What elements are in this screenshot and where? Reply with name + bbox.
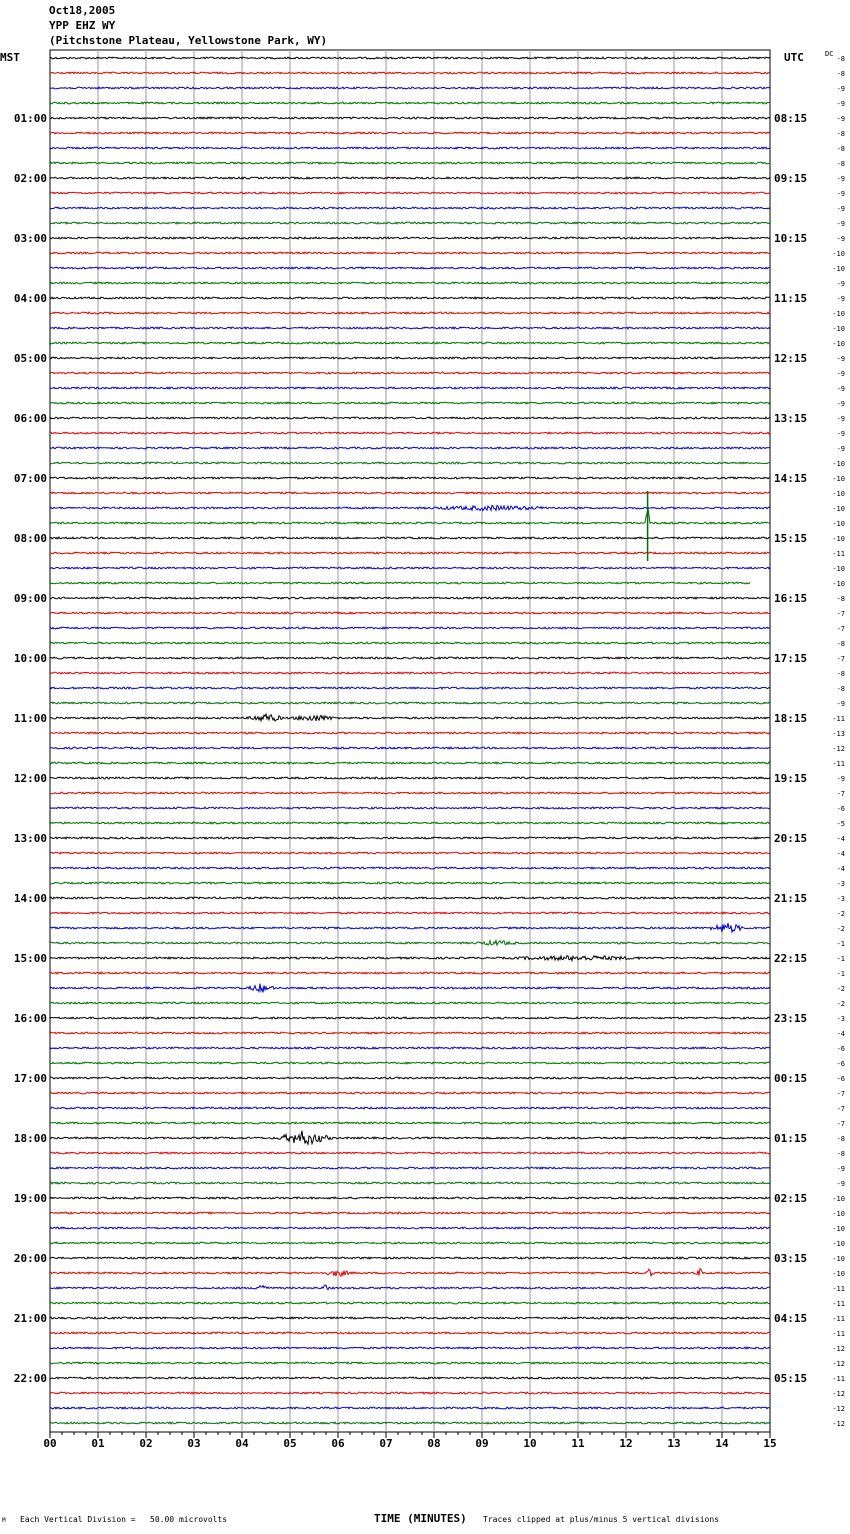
- dc-offset-label: -10: [832, 490, 845, 498]
- seismogram-trace: [50, 956, 770, 961]
- dc-offset-label: -1: [836, 940, 845, 948]
- utc-hour-label: 20:15: [774, 832, 808, 845]
- seismogram-trace: [50, 492, 770, 494]
- seismogram-trace: [50, 1212, 770, 1214]
- utc-hour-label: 10:15: [774, 232, 808, 245]
- seismogram-trace: [50, 792, 770, 794]
- dc-offset-label: -13: [832, 730, 845, 738]
- dc-offset-label: -8: [836, 160, 845, 168]
- seismogram-trace: [50, 162, 770, 164]
- dc-offset-label: -12: [832, 1360, 845, 1368]
- mst-hour-label: 04:00: [13, 292, 47, 305]
- x-tick-label: 00: [43, 1437, 57, 1450]
- seismogram-trace: [50, 342, 770, 344]
- dc-offset-label: -11: [832, 1300, 845, 1308]
- dc-offset-label: -8: [836, 70, 845, 78]
- seismogram-trace: [50, 912, 770, 914]
- mst-hour-label: 21:00: [13, 1312, 47, 1325]
- clip-note: Traces clipped at plus/minus 5 vertical divisions: [483, 1515, 720, 1524]
- dc-offset-label: -9: [836, 190, 845, 198]
- seismogram-trace: [50, 777, 770, 779]
- utc-hour-label: 04:15: [774, 1312, 808, 1325]
- dc-offset-label: -7: [836, 655, 845, 663]
- dc-offset-label: -10: [832, 505, 845, 513]
- seismogram-trace: [50, 1242, 770, 1244]
- seismogram-trace: [50, 282, 770, 284]
- dc-offset-label: -9: [836, 415, 845, 423]
- seismogram-trace: [50, 1347, 770, 1349]
- chart-grid: [50, 50, 770, 1438]
- x-tick-label: 13: [667, 1437, 681, 1450]
- mst-hour-label: 03:00: [13, 232, 47, 245]
- mst-hour-label: 07:00: [13, 472, 47, 485]
- dc-offset-label: -8: [836, 1150, 845, 1158]
- mst-hour-label: 01:00: [13, 112, 47, 125]
- dc-offset-label: -1: [836, 970, 845, 978]
- seismogram-trace: [50, 597, 770, 599]
- dc-offset-label: -11: [832, 1285, 845, 1293]
- seismogram-trace: [50, 1131, 770, 1145]
- chart-labels: [0, 50, 845, 1450]
- seismogram-trace: [50, 1302, 770, 1304]
- utc-hour-label: 15:15: [774, 532, 808, 545]
- dc-offset-label: -10: [832, 460, 845, 468]
- seismogram-trace: [50, 192, 770, 194]
- seismogram-trace: [50, 702, 770, 704]
- seismogram-trace: [50, 447, 770, 449]
- seismogram-trace: [50, 1422, 770, 1424]
- dc-offset-label: -2: [836, 985, 845, 993]
- seismogram-trace: [50, 387, 770, 389]
- seismogram-trace: [50, 1392, 770, 1394]
- x-tick-label: 12: [619, 1437, 633, 1450]
- seismogram-trace: [50, 132, 770, 134]
- dc-offset-label: -5: [836, 820, 845, 828]
- seismogram-trace: [50, 627, 770, 629]
- dc-offset-label: -12: [832, 1405, 845, 1413]
- dc-offset-label: -10: [832, 310, 845, 318]
- dc-offset-label: -11: [832, 760, 845, 768]
- dc-offset-label: -12: [832, 745, 845, 753]
- mst-hour-label: 13:00: [13, 832, 47, 845]
- dc-offset-label: -10: [832, 1225, 845, 1233]
- x-tick-label: 01: [91, 1437, 105, 1450]
- seismogram-trace: [50, 507, 770, 524]
- seismogram-trace: [50, 87, 770, 89]
- seismogram-traces: [50, 57, 770, 1424]
- dc-offset-label: -10: [832, 1270, 845, 1278]
- dc-offset-label: -11: [832, 1375, 845, 1383]
- dc-offset-label: -7: [836, 625, 845, 633]
- mst-hour-label: 06:00: [13, 412, 47, 425]
- seismogram-trace: [50, 1227, 770, 1229]
- seismogram-trace: [50, 1107, 770, 1109]
- utc-hour-label: 01:15: [774, 1132, 808, 1145]
- mst-hour-label: 17:00: [13, 1072, 47, 1085]
- dc-offset-label: -9: [836, 175, 845, 183]
- dc-offset-label: -10: [832, 1240, 845, 1248]
- dc-offset-label: -8: [836, 595, 845, 603]
- utc-hour-label: 14:15: [774, 472, 808, 485]
- seismogram-trace: [50, 657, 770, 659]
- x-tick-label: 04: [235, 1437, 249, 1450]
- mst-hour-label: 12:00: [13, 772, 47, 785]
- seismogram-trace: [50, 1047, 770, 1049]
- seismogram-trace: [50, 837, 770, 839]
- dc-offset-label: -9: [836, 445, 845, 453]
- dc-offset-label: -9: [836, 115, 845, 123]
- utc-hour-label: 11:15: [774, 292, 808, 305]
- seismogram-trace: [50, 1317, 770, 1319]
- mst-axis-label: MST: [0, 51, 20, 64]
- x-tick-label: 05: [283, 1437, 297, 1450]
- dc-offset-label: -9: [836, 205, 845, 213]
- mst-hour-label: 22:00: [13, 1372, 47, 1385]
- mst-hour-label: 14:00: [13, 892, 47, 905]
- dc-offset-label: -10: [832, 535, 845, 543]
- dc-offset-label: -7: [836, 1120, 845, 1128]
- dc-offset-label: -10: [832, 1210, 845, 1218]
- seismogram-trace: [50, 1257, 770, 1259]
- dc-offset-label: -9: [836, 1165, 845, 1173]
- mst-hour-label: 11:00: [13, 712, 47, 725]
- x-tick-label: 09: [475, 1437, 489, 1450]
- seismogram-trace: [50, 327, 770, 329]
- dc-offset-label: -4: [836, 835, 845, 843]
- dc-offset-label: -10: [832, 250, 845, 258]
- dc-offset-label: -2: [836, 925, 845, 933]
- dc-offset-label: -6: [836, 1045, 845, 1053]
- dc-offset-label: -9: [836, 355, 845, 363]
- utc-hour-label: 00:15: [774, 1072, 808, 1085]
- mst-hour-label: 08:00: [13, 532, 47, 545]
- seismogram-trace: [50, 117, 770, 119]
- utc-hour-label: 19:15: [774, 772, 808, 785]
- dc-offset-label: -8: [836, 145, 845, 153]
- dc-offset-label: -4: [836, 865, 845, 873]
- dc-offset-label: -9: [836, 700, 845, 708]
- dc-offset-label: -10: [832, 265, 845, 273]
- x-tick-label: 06: [331, 1437, 345, 1450]
- dc-offset-label: -7: [836, 790, 845, 798]
- seismogram-trace: [50, 732, 770, 734]
- dc-offset-label: -8: [836, 640, 845, 648]
- dc-offset-label: -1: [836, 955, 845, 963]
- mst-hour-label: 10:00: [13, 652, 47, 665]
- dc-offset-label: -4: [836, 850, 845, 858]
- seismogram-trace: [50, 222, 770, 224]
- utc-hour-label: 22:15: [774, 952, 808, 965]
- seismogram-trace: [50, 267, 770, 269]
- seismogram-trace: [50, 207, 770, 209]
- seismogram-trace: [50, 462, 770, 464]
- seismogram-trace: [50, 402, 770, 404]
- seismogram-trace: [50, 357, 770, 359]
- dc-offset-label: -12: [832, 1390, 845, 1398]
- x-tick-label: 10: [523, 1437, 537, 1450]
- utc-hour-label: 13:15: [774, 412, 808, 425]
- seismogram-trace: [50, 297, 770, 299]
- seismogram-trace: [50, 822, 770, 824]
- dc-offset-label: -9: [836, 385, 845, 393]
- seismogram-trace: [50, 807, 770, 809]
- dc-offset-label: -9: [836, 235, 845, 243]
- seismogram-trace: [50, 582, 750, 584]
- seismogram-trace: [50, 984, 770, 993]
- dc-offset-label: -7: [836, 1105, 845, 1113]
- dc-offset-label: -4: [836, 1030, 845, 1038]
- x-tick-label: 08: [427, 1437, 441, 1450]
- dc-axis-label: DC: [825, 50, 834, 58]
- seismogram-trace: [50, 642, 770, 644]
- dc-offset-label: -8: [836, 685, 845, 693]
- utc-hour-label: 12:15: [774, 352, 808, 365]
- dc-offset-label: -10: [832, 1255, 845, 1263]
- dc-offset-label: -3: [836, 1015, 845, 1023]
- mst-hour-label: 09:00: [13, 592, 47, 605]
- dc-offset-label: -11: [832, 1330, 845, 1338]
- utc-hour-label: 05:15: [774, 1372, 808, 1385]
- utc-hour-label: 09:15: [774, 172, 808, 185]
- utc-hour-label: 16:15: [774, 592, 808, 605]
- seismogram-trace: [50, 57, 770, 59]
- seismogram-trace: [50, 852, 770, 854]
- seismogram-trace: [50, 612, 770, 614]
- seismogram-trace: [50, 417, 770, 419]
- seismogram-trace: [50, 1362, 770, 1364]
- seismogram-trace: [50, 312, 770, 314]
- seismogram-trace: [50, 1032, 770, 1034]
- mst-hour-label: 05:00: [13, 352, 47, 365]
- seismogram-trace: [50, 941, 770, 946]
- dc-offset-label: -9: [836, 100, 845, 108]
- seismogram-trace: [50, 237, 770, 239]
- seismogram-trace: [50, 1167, 770, 1169]
- dc-offset-label: -2: [836, 910, 845, 918]
- dc-offset-label: -3: [836, 895, 845, 903]
- dc-offset-label: -6: [836, 1060, 845, 1068]
- dc-offset-label: -10: [832, 580, 845, 588]
- utc-axis-label: UTC: [784, 51, 804, 64]
- seismogram-trace: [50, 672, 770, 674]
- seismogram-trace: [50, 687, 770, 689]
- seismogram-trace: [50, 1122, 770, 1124]
- plot-date: Oct18,2005: [49, 4, 116, 17]
- seismogram-trace: [50, 1332, 770, 1334]
- seismogram-trace: [50, 897, 770, 899]
- dc-offset-label: -11: [832, 550, 845, 558]
- dc-offset-label: -8: [836, 1135, 845, 1143]
- dc-offset-label: -9: [836, 85, 845, 93]
- seismogram-trace: [50, 252, 770, 254]
- dc-offset-label: -10: [832, 565, 845, 573]
- vertical-division-note: Each Vertical Division = 50.00 microvolts: [20, 1515, 228, 1524]
- x-tick-label: 15: [763, 1437, 777, 1450]
- seismogram-trace: [50, 372, 770, 374]
- seismogram-trace: [50, 505, 770, 510]
- mst-hour-label: 16:00: [13, 1012, 47, 1025]
- x-tick-label: 14: [715, 1437, 729, 1450]
- x-tick-label: 11: [571, 1437, 585, 1450]
- dc-offset-label: -8: [836, 55, 845, 63]
- dc-offset-label: -11: [832, 1315, 845, 1323]
- seismogram-trace: [50, 1182, 770, 1184]
- dc-offset-label: -9: [836, 430, 845, 438]
- seismogram-trace: [50, 923, 770, 932]
- seismogram-trace: [50, 1062, 770, 1064]
- dc-offset-label: -9: [836, 400, 845, 408]
- seismogram-trace: [50, 1269, 770, 1277]
- dc-offset-label: -10: [832, 520, 845, 528]
- seismogram-trace: [50, 1152, 770, 1154]
- seismogram-trace: [50, 477, 770, 479]
- dc-offset-label: -10: [832, 1195, 845, 1203]
- utc-hour-label: 21:15: [774, 892, 808, 905]
- seismogram-trace: [50, 882, 770, 884]
- dc-offset-label: -9: [836, 370, 845, 378]
- dc-offset-label: -2: [836, 1000, 845, 1008]
- x-tick-label: 02: [139, 1437, 153, 1450]
- seismogram-trace: [50, 747, 770, 749]
- utc-hour-label: 23:15: [774, 1012, 808, 1025]
- station-location: (Pitchstone Plateau, Yellowstone Park, WY): [49, 34, 328, 47]
- seismogram-trace: [50, 1017, 770, 1019]
- seismogram-trace: [50, 762, 770, 764]
- seismogram-trace: [50, 567, 770, 569]
- utc-hour-label: 03:15: [774, 1252, 808, 1265]
- dc-offset-label: -12: [832, 1420, 845, 1428]
- seismogram-trace: [50, 1092, 770, 1094]
- utc-hour-label: 08:15: [774, 112, 808, 125]
- seismogram-trace: [50, 1285, 770, 1290]
- dc-offset-label: -8: [836, 670, 845, 678]
- dc-offset-label: -6: [836, 805, 845, 813]
- mst-hour-label: 02:00: [13, 172, 47, 185]
- seismogram-trace: [50, 552, 770, 554]
- dc-offset-label: -7: [836, 610, 845, 618]
- dc-offset-label: -10: [832, 475, 845, 483]
- seismogram-trace: [50, 867, 770, 869]
- dc-offset-label: -11: [832, 715, 845, 723]
- dc-offset-label: -12: [832, 1345, 845, 1353]
- mst-hour-label: 19:00: [13, 1192, 47, 1205]
- seismogram-trace: [50, 972, 770, 974]
- dc-offset-label: -9: [836, 775, 845, 783]
- mst-hour-label: 15:00: [13, 952, 47, 965]
- seismogram-trace: [50, 1377, 770, 1379]
- x-tick-label: 07: [379, 1437, 393, 1450]
- x-tick-label: 03: [187, 1437, 201, 1450]
- seismogram-trace: [50, 72, 770, 74]
- seismogram-trace: [50, 147, 770, 149]
- utc-hour-label: 02:15: [774, 1192, 808, 1205]
- dc-offset-label: -9: [836, 1180, 845, 1188]
- seismogram-trace: [50, 1407, 770, 1409]
- mst-hour-label: 20:00: [13, 1252, 47, 1265]
- dc-offset-label: -10: [832, 325, 845, 333]
- utc-hour-label: 17:15: [774, 652, 808, 665]
- station-code: YPP EHZ WY: [49, 19, 116, 32]
- seismogram-trace: [50, 1077, 770, 1079]
- seismogram-trace: [50, 432, 770, 434]
- dc-offset-label: -6: [836, 1075, 845, 1083]
- dc-offset-label: -3: [836, 880, 845, 888]
- seismogram-trace: [50, 537, 770, 539]
- plot-frame: [50, 50, 770, 1432]
- utc-hour-label: 18:15: [774, 712, 808, 725]
- seismogram-trace: [50, 1197, 770, 1199]
- dc-offset-label: -7: [836, 1090, 845, 1098]
- x-axis-title: TIME (MINUTES): [374, 1512, 467, 1525]
- dc-offset-label: -8: [836, 130, 845, 138]
- seismogram-trace: [50, 714, 770, 721]
- dc-offset-label: -10: [832, 340, 845, 348]
- seismogram-trace: [50, 177, 770, 179]
- dc-offset-label: -9: [836, 220, 845, 228]
- dc-offset-label: -9: [836, 280, 845, 288]
- mst-hour-label: 18:00: [13, 1132, 47, 1145]
- dc-offset-label: -9: [836, 295, 845, 303]
- seismogram-trace: [50, 1002, 770, 1004]
- corner-mark: M: [2, 1517, 6, 1524]
- seismogram-trace: [50, 102, 770, 104]
